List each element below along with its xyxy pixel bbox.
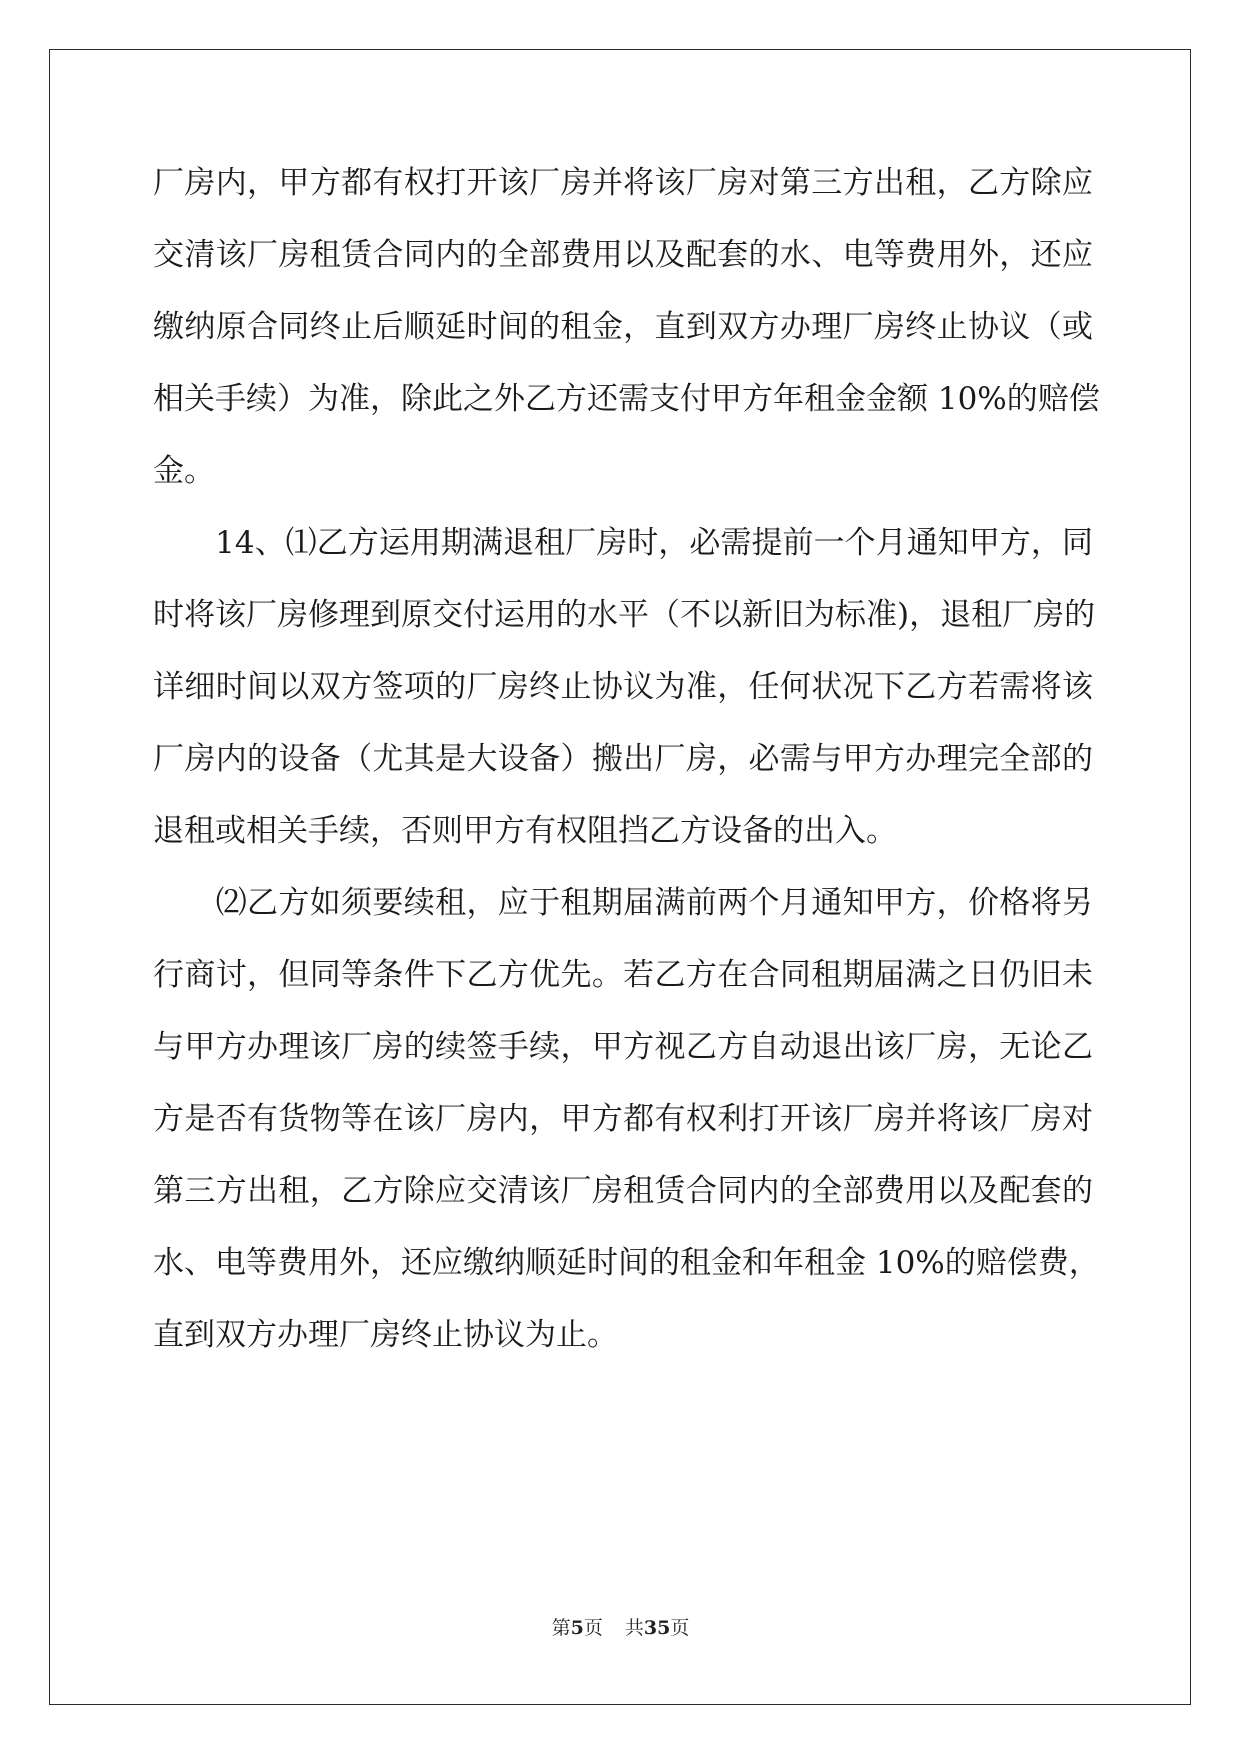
paragraph	[153, 156, 1100, 516]
paragraph	[153, 516, 1096, 876]
text-line: 相关手续）为准，除此之外乙方还需支付甲方年租金金额 10%的赔偿	[153, 381, 1100, 417]
footer-total-suffix: 页	[670, 1617, 690, 1639]
text-line: 与甲方办理该厂房的续签手续，甲方视乙方自动退出该厂房，无论乙	[153, 1029, 1093, 1065]
paragraph	[153, 876, 1100, 1380]
page-footer	[0, 1613, 1241, 1640]
text-line: 缴纳原合同终止后顺延时间的租金，直到双方办理厂房终止协议（或	[153, 309, 1093, 345]
text-line: 行商讨，但同等条件下乙方优先。若乙方在合同租期届满之日仍旧未	[153, 957, 1093, 993]
footer-total-prefix: 共	[624, 1617, 644, 1639]
text-line: 时将该厂房修理到原交付运用的水平（不以新旧为标准)，退租厂房的	[153, 597, 1096, 633]
text-line: ⑵乙方如须要续租，应于租期届满前两个月通知甲方，价格将另	[153, 885, 1093, 921]
text-line: 退租或相关手续，否则甲方有权阻挡乙方设备的出入。	[153, 813, 897, 849]
text-line: 金。	[153, 453, 215, 489]
text-line: 直到双方办理厂房终止协议为止。	[153, 1317, 618, 1353]
text-line: 详细时间以双方签项的厂房终止协议为准，任何状况下乙方若需将该	[153, 669, 1093, 705]
text-line: 第三方出租，乙方除应交清该厂房租赁合同内的全部费用以及配套的	[153, 1173, 1093, 1209]
text-line: 厂房内，甲方都有权打开该厂房并将该厂房对第三方出租，乙方除应	[153, 165, 1093, 201]
total-pages: 35	[643, 1617, 671, 1639]
text-line: 方是否有货物等在该厂房内，甲方都有权利打开该厂房并将该厂房对	[153, 1101, 1093, 1137]
footer-prefix: 第	[551, 1617, 571, 1639]
text-line: 交清该厂房租赁合同内的全部费用以及配套的水、电等费用外，还应	[153, 237, 1093, 273]
text-line: 14、⑴乙方运用期满退租厂房时，必需提前一个月通知甲方，同	[153, 525, 1093, 561]
text-line: 厂房内的设备（尤其是大设备）搬出厂房，必需与甲方办理完全部的	[153, 741, 1093, 777]
text-line: 水、电等费用外，还应缴纳顺延时间的租金和年租金 10%的赔偿费，	[153, 1245, 1100, 1281]
document-body	[153, 156, 1100, 1380]
footer-page-suffix: 页	[583, 1617, 603, 1639]
page-number: 5	[570, 1617, 584, 1639]
